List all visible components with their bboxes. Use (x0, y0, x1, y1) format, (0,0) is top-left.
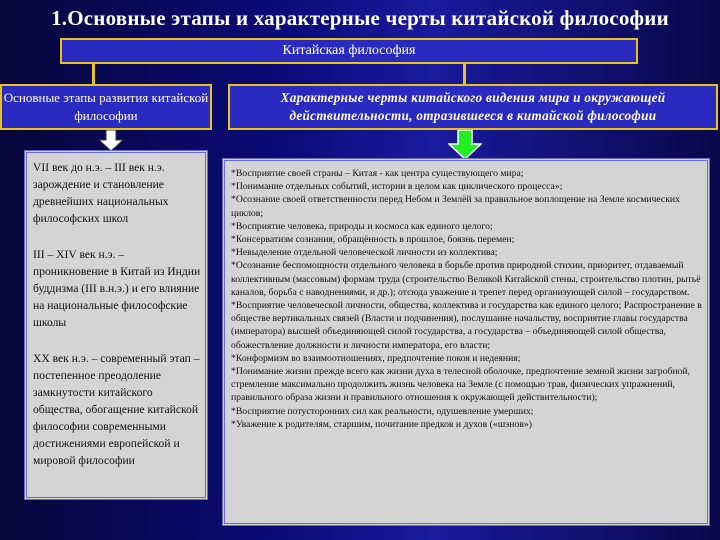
feature-item: *Консерватизм сознания, обращённость в прошлое, боязнь перемен; (231, 234, 515, 246)
feature-item: *Конформизм во взаимоотношениях, предпочтение покоя и недеяния; (231, 352, 521, 364)
feature-item: *Восприятие человека, природы и космоса как единого целого; (231, 220, 493, 232)
feature-item: *Невыделение отдельной человеческой личности из коллектива; (231, 247, 498, 259)
right-header-box: Характерные черты китайского видения мира и окружающей действительности, отразившееся в китайской философии (228, 84, 718, 130)
top-box-chinese-philosophy: Китайская философия (60, 38, 638, 64)
feature-item: *Восприятие человеческой личности, общества, коллектива и государства как единого целого; Распространение в обществе вертикальных связей (Власти и подчинения), послушание начальству, восприятие главы государства (императора) высшей объединяющей силой государства, а государства – объединяющей силой общества, обожествление должности и личности императора, его власти; (231, 300, 702, 351)
left-header-box: Основные этапы развития китайской философии (0, 84, 212, 130)
feature-item: *Осознание беспомощности отдельного человека в борьбе против природной стихии, приоритет, отдаваемый коллективным (массовым) формам труда (строительство Великой Китайской стены, строительство плотин, рытьё каналов, борьба с наводнениями, и др.); отсюда уважение и трепет перед организующей силой – государством. (231, 260, 701, 298)
connector-right (463, 64, 466, 84)
arrow-down-icon (448, 130, 482, 160)
stage-item: III – XIV век н.э. – проникновение в Китай из Индии буддизма (III в.н.э.) и его влияние на национальные философские школы (33, 248, 201, 329)
stage-item: VII век до н.э. – III век н.э. зарождение и становление древнейших национальных философских школ (33, 161, 169, 225)
feature-item: *Восприятие своей страны – Китая - как центра существующего мира; (231, 168, 524, 179)
connector-left (92, 64, 95, 84)
feature-item: *Понимание отдельных событий, истории в целом как циклического процесса»; (231, 181, 563, 193)
features-panel (222, 158, 710, 526)
stages-panel (24, 150, 208, 500)
feature-item: *Осознание своей ответственности перед Небом и Землёй за правильное воплощение на Земле космических циклов; (231, 194, 680, 219)
feature-item: *Восприятие потусторонних сил как реальности, одушевление умерших; (231, 405, 534, 417)
feature-item: *Уважение к родителям, старшим, почитание предков и духов («шэнов») (231, 418, 532, 430)
stage-item: XX век н.э. – современный этап – постепенное преодоление замкнутости китайского общества, обогащение китайской философии современными достижениями европейской и мировой философии (33, 352, 200, 467)
page-title: 1.Основные этапы и характерные черты китайской философии (51, 6, 669, 30)
feature-item: *Понимание жизни прежде всего как жизни духа в телесной оболочке, предпочтение земной жизни загробной, стремление максимально продолжить жизнь человека на Земле (с помощью трав, физических упражнений, правильного образа жизни и правильного отношения к окружающей действительности); (231, 366, 690, 404)
arrow-down-icon (98, 130, 124, 152)
